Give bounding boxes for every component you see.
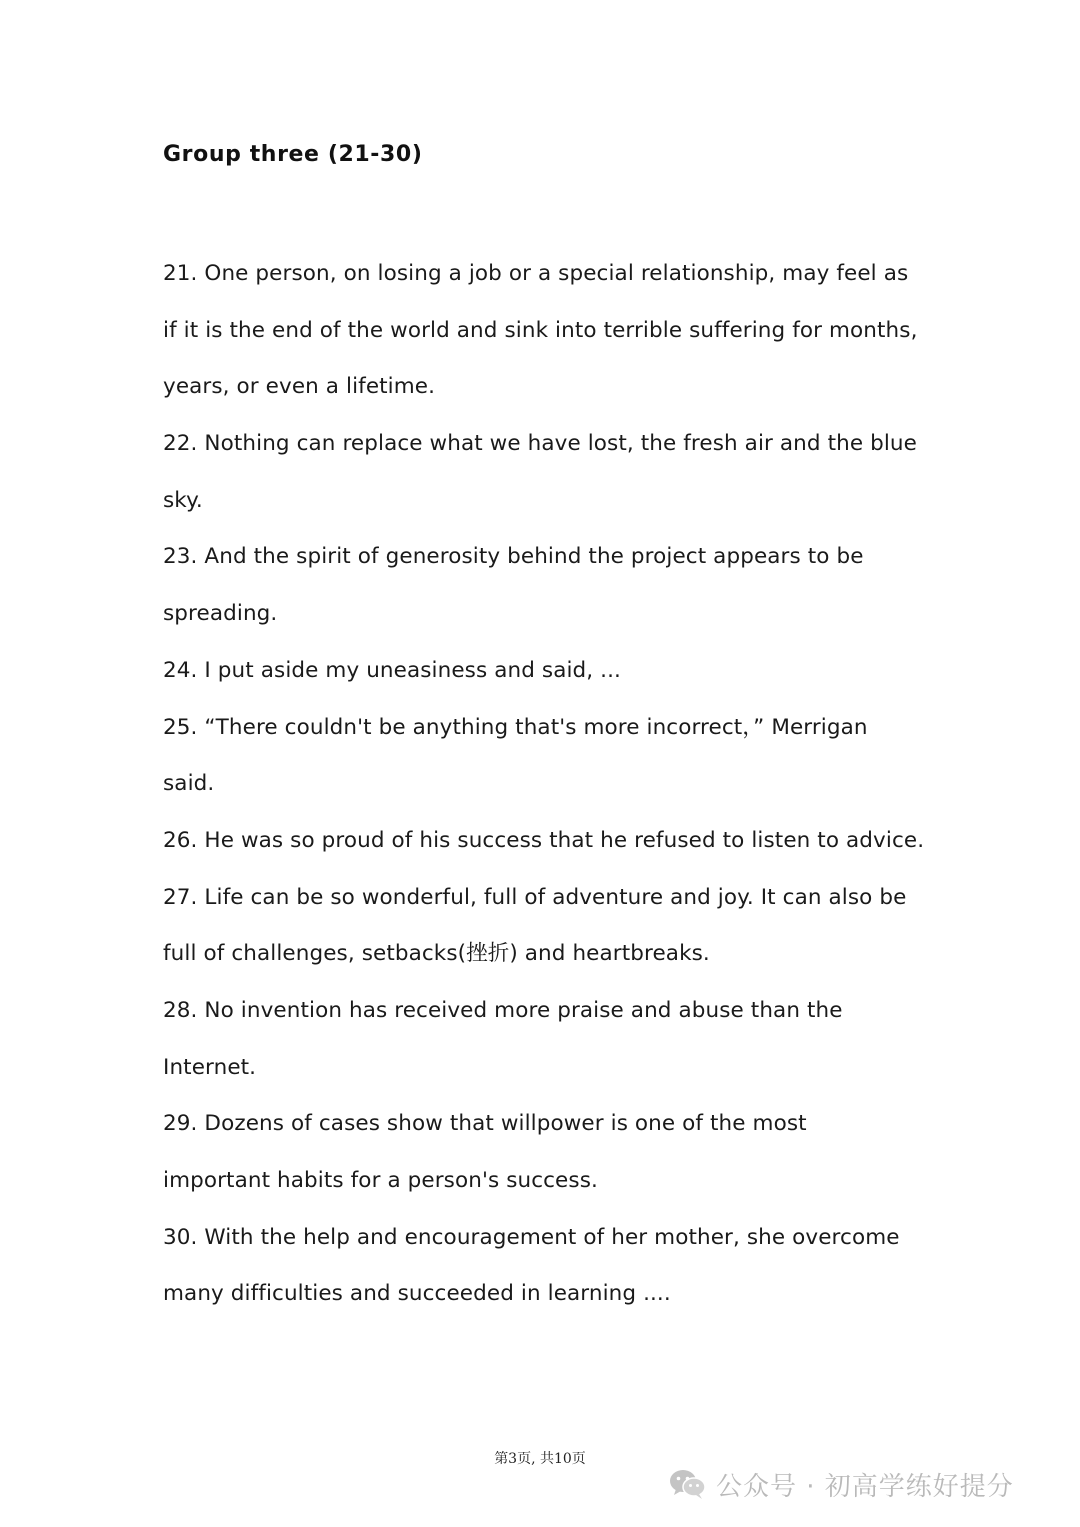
text-line: said. — [163, 771, 215, 797]
wechat-icon — [668, 1468, 708, 1500]
text-line: years, or even a lifetime. — [163, 374, 436, 400]
text-line: if it is the end of the world and sink into terrible suffering for months, — [163, 317, 918, 343]
page-number: 第3页, 共10页 — [494, 1451, 586, 1467]
text-line: 24. I put aside my uneasiness and said, ... — [163, 657, 621, 683]
text-line: 22. Nothing can replace what we have lost, the fresh air and the blue — [163, 431, 917, 457]
text-line: 21. One person, on losing a job or a special relationship, may feel as — [163, 261, 909, 286]
text-line: 27. Life can be so wonderful, full of adventure and joy. It can also be — [163, 884, 907, 910]
text-line: 30. With the help and encouragement of her mother, she overcome — [163, 1224, 900, 1250]
text-line: 25. “There couldn't be anything that's more incorrect，” Merrigan — [163, 714, 868, 740]
watermark-text: 公众号 · 初高学练好提分 — [716, 1471, 1014, 1502]
text-line: 26. He was so proud of his success that he refused to listen to advice. — [163, 827, 925, 853]
text-line: full of challenges, setbacks(挫折) and heartbreaks. — [163, 941, 710, 967]
text-line: spreading. — [163, 601, 278, 627]
text-line: 29. Dozens of cases show that willpower is one of the most — [163, 1111, 807, 1137]
text-line: 23. And the spirit of generosity behind the project appears to be — [163, 544, 864, 570]
text-line: 28. No invention has received more praise and abuse than the — [163, 997, 843, 1023]
text-line: Internet. — [163, 1054, 257, 1080]
watermark — [668, 1464, 1014, 1504]
text-line: many difficulties and succeeded in learning .... — [163, 1281, 671, 1307]
text-line: sky. — [163, 487, 203, 513]
section-heading: Group three (21-30) — [163, 142, 423, 167]
text-line: important habits for a person's success. — [163, 1168, 598, 1193]
sentence-list — [163, 246, 943, 1323]
